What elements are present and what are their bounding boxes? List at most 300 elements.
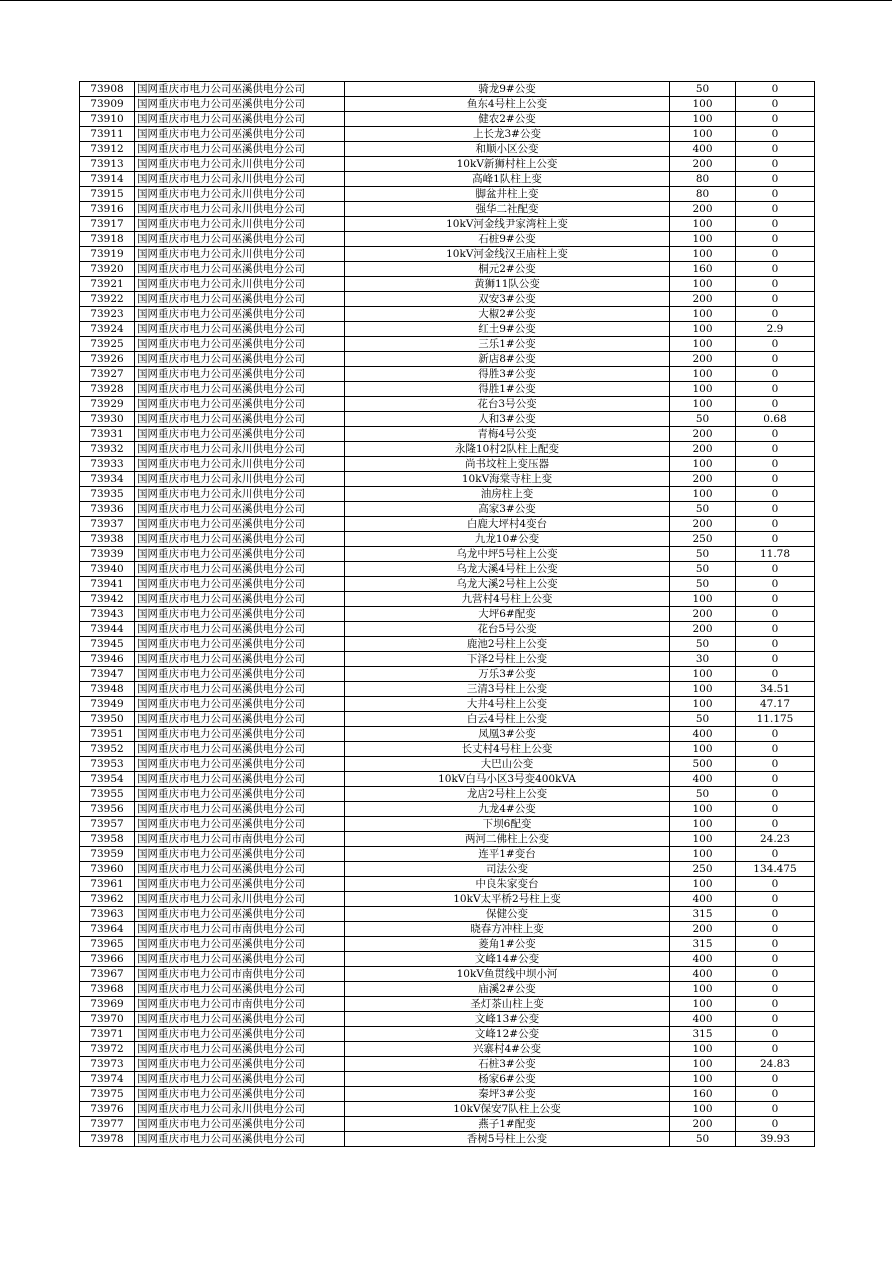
- value-cell: 0: [736, 727, 815, 742]
- value-cell: 0: [736, 1072, 815, 1087]
- value-cell: 0: [736, 247, 815, 262]
- table-row: [80, 322, 815, 337]
- company-cell: 国网重庆市电力公司巫溪供电分公司: [135, 952, 345, 967]
- company-cell: 国网重庆市电力公司巫溪供电分公司: [135, 1132, 345, 1147]
- company-cell: 国网重庆市电力公司巫溪供电分公司: [135, 142, 345, 157]
- transformer-name-cell: 红土9#公变: [345, 322, 670, 337]
- capacity-cell: 50: [670, 787, 736, 802]
- row-id-cell: 73955: [80, 787, 135, 802]
- transformer-name-cell: 石桩3#公变: [345, 1057, 670, 1072]
- transformer-name-cell: 乌龙大溪4号柱上公变: [345, 562, 670, 577]
- row-id-cell: 73964: [80, 922, 135, 937]
- value-cell: 0: [736, 562, 815, 577]
- capacity-cell: 100: [670, 1057, 736, 1072]
- transformer-name-cell: 三乐1#公变: [345, 337, 670, 352]
- transformer-name-cell: 10kV新狮村柱上公变: [345, 157, 670, 172]
- transformer-name-cell: 圣灯茶山柱上变: [345, 997, 670, 1012]
- company-cell: 国网重庆市电力公司巫溪供电分公司: [135, 622, 345, 637]
- row-id-cell: 73930: [80, 412, 135, 427]
- row-id-cell: 73958: [80, 832, 135, 847]
- row-id-cell: 73937: [80, 517, 135, 532]
- transformer-name-cell: 10kV白马小区3号变400kVA: [345, 772, 670, 787]
- value-cell: 134.475: [736, 862, 815, 877]
- transformer-name-cell: 乌龙中坪5号柱上公变: [345, 547, 670, 562]
- capacity-cell: 200: [670, 517, 736, 532]
- table-row: [80, 682, 815, 697]
- table-row: [80, 1102, 815, 1117]
- capacity-cell: 100: [670, 697, 736, 712]
- transformer-name-cell: 上长龙3#公变: [345, 127, 670, 142]
- company-cell: 国网重庆市电力公司巫溪供电分公司: [135, 937, 345, 952]
- company-cell: 国网重庆市电力公司巫溪供电分公司: [135, 787, 345, 802]
- company-cell: 国网重庆市电力公司巫溪供电分公司: [135, 412, 345, 427]
- company-cell: 国网重庆市电力公司巫溪供电分公司: [135, 817, 345, 832]
- row-id-cell: 73947: [80, 667, 135, 682]
- capacity-cell: 100: [670, 997, 736, 1012]
- capacity-cell: 100: [670, 877, 736, 892]
- row-id-cell: 73957: [80, 817, 135, 832]
- row-id-cell: 73959: [80, 847, 135, 862]
- value-cell: 0: [736, 97, 815, 112]
- table-row: [80, 502, 815, 517]
- table-row: [80, 1132, 815, 1147]
- capacity-cell: 100: [670, 1072, 736, 1087]
- row-id-cell: 73931: [80, 427, 135, 442]
- transformer-name-cell: 10kV太平桥2号柱上变: [345, 892, 670, 907]
- table-row: [80, 562, 815, 577]
- transformer-name-cell: 燕子1#配变: [345, 1117, 670, 1132]
- value-cell: 0: [736, 352, 815, 367]
- value-cell: 0: [736, 82, 815, 97]
- transformer-name-cell: 双安3#公变: [345, 292, 670, 307]
- table-row: [80, 1087, 815, 1102]
- company-cell: 国网重庆市电力公司巫溪供电分公司: [135, 1117, 345, 1132]
- transformer-name-cell: 10kV保安7队柱上公变: [345, 1102, 670, 1117]
- company-cell: 国网重庆市电力公司巫溪供电分公司: [135, 367, 345, 382]
- value-cell: 0: [736, 937, 815, 952]
- transformer-name-cell: 保健公变: [345, 907, 670, 922]
- table-row: [80, 472, 815, 487]
- row-id-cell: 73923: [80, 307, 135, 322]
- row-id-cell: 73969: [80, 997, 135, 1012]
- capacity-cell: 50: [670, 547, 736, 562]
- transformer-name-cell: 新店8#公变: [345, 352, 670, 367]
- row-id-cell: 73951: [80, 727, 135, 742]
- capacity-cell: 500: [670, 757, 736, 772]
- row-id-cell: 73962: [80, 892, 135, 907]
- row-id-cell: 73924: [80, 322, 135, 337]
- row-id-cell: 73965: [80, 937, 135, 952]
- table-row: [80, 577, 815, 592]
- table-row: [80, 412, 815, 427]
- company-cell: 国网重庆市电力公司巫溪供电分公司: [135, 337, 345, 352]
- value-cell: 0: [736, 922, 815, 937]
- transformer-name-cell: 永隆10村2队柱上配变: [345, 442, 670, 457]
- capacity-cell: 200: [670, 202, 736, 217]
- table-row: [80, 517, 815, 532]
- capacity-cell: 50: [670, 502, 736, 517]
- value-cell: 0: [736, 337, 815, 352]
- transformer-name-cell: 青梅4号公变: [345, 427, 670, 442]
- value-cell: 0: [736, 277, 815, 292]
- row-id-cell: 73967: [80, 967, 135, 982]
- capacity-cell: 50: [670, 577, 736, 592]
- company-cell: 国网重庆市电力公司巫溪供电分公司: [135, 352, 345, 367]
- value-cell: 0: [736, 1042, 815, 1057]
- capacity-cell: 100: [670, 397, 736, 412]
- value-cell: 0: [736, 292, 815, 307]
- company-cell: 国网重庆市电力公司巫溪供电分公司: [135, 652, 345, 667]
- transformer-name-cell: 大坪6#配变: [345, 607, 670, 622]
- table-row: [80, 247, 815, 262]
- row-id-cell: 73941: [80, 577, 135, 592]
- transformer-name-cell: 秦坪3#公变: [345, 1087, 670, 1102]
- page-top-rule: [0, 0, 892, 1]
- capacity-cell: 50: [670, 412, 736, 427]
- table-row: [80, 187, 815, 202]
- table-row: [80, 337, 815, 352]
- company-cell: 国网重庆市电力公司巫溪供电分公司: [135, 82, 345, 97]
- capacity-cell: 100: [670, 742, 736, 757]
- transformer-name-cell: 中良朱家变台: [345, 877, 670, 892]
- value-cell: 0: [736, 772, 815, 787]
- value-cell: 0: [736, 757, 815, 772]
- row-id-cell: 73927: [80, 367, 135, 382]
- transformer-name-cell: 高峰1队柱上变: [345, 172, 670, 187]
- table-row: [80, 457, 815, 472]
- row-id-cell: 73926: [80, 352, 135, 367]
- row-id-cell: 73918: [80, 232, 135, 247]
- table-body: [80, 82, 815, 1147]
- table-row: [80, 772, 815, 787]
- transformer-name-cell: 大巴山公变: [345, 757, 670, 772]
- row-id-cell: 73928: [80, 382, 135, 397]
- capacity-cell: 200: [670, 157, 736, 172]
- capacity-cell: 100: [670, 592, 736, 607]
- row-id-cell: 73948: [80, 682, 135, 697]
- row-id-cell: 73945: [80, 637, 135, 652]
- company-cell: 国网重庆市电力公司巫溪供电分公司: [135, 517, 345, 532]
- value-cell: 0: [736, 907, 815, 922]
- company-cell: 国网重庆市电力公司巫溪供电分公司: [135, 1012, 345, 1027]
- company-cell: 国网重庆市电力公司巫溪供电分公司: [135, 727, 345, 742]
- row-id-cell: 73916: [80, 202, 135, 217]
- row-id-cell: 73954: [80, 772, 135, 787]
- table-row: [80, 382, 815, 397]
- row-id-cell: 73944: [80, 622, 135, 637]
- row-id-cell: 73933: [80, 457, 135, 472]
- capacity-cell: 315: [670, 1027, 736, 1042]
- table-row: [80, 487, 815, 502]
- row-id-cell: 73978: [80, 1132, 135, 1147]
- table-row: [80, 157, 815, 172]
- value-cell: 0: [736, 877, 815, 892]
- row-id-cell: 73971: [80, 1027, 135, 1042]
- row-id-cell: 73952: [80, 742, 135, 757]
- company-cell: 国网重庆市电力公司永川供电分公司: [135, 277, 345, 292]
- capacity-cell: 160: [670, 262, 736, 277]
- capacity-cell: 100: [670, 802, 736, 817]
- capacity-cell: 100: [670, 322, 736, 337]
- transformer-name-cell: 强华二社配变: [345, 202, 670, 217]
- transformer-name-cell: 九龙10#公变: [345, 532, 670, 547]
- capacity-cell: 50: [670, 637, 736, 652]
- row-id-cell: 73910: [80, 112, 135, 127]
- row-id-cell: 73968: [80, 982, 135, 997]
- capacity-cell: 100: [670, 667, 736, 682]
- company-cell: 国网重庆市电力公司巫溪供电分公司: [135, 1027, 345, 1042]
- value-cell: 0: [736, 397, 815, 412]
- table-row: [80, 307, 815, 322]
- value-cell: 24.23: [736, 832, 815, 847]
- table-row: [80, 967, 815, 982]
- transformer-name-cell: 司法公变: [345, 862, 670, 877]
- row-id-cell: 73946: [80, 652, 135, 667]
- capacity-cell: 400: [670, 142, 736, 157]
- row-id-cell: 73949: [80, 697, 135, 712]
- capacity-cell: 160: [670, 1087, 736, 1102]
- transformer-name-cell: 文峰12#公变: [345, 1027, 670, 1042]
- capacity-cell: 100: [670, 217, 736, 232]
- capacity-cell: 315: [670, 907, 736, 922]
- table-row: [80, 982, 815, 997]
- value-cell: 0: [736, 502, 815, 517]
- company-cell: 国网重庆市电力公司巫溪供电分公司: [135, 1072, 345, 1087]
- value-cell: 0: [736, 1027, 815, 1042]
- capacity-cell: 100: [670, 487, 736, 502]
- value-cell: 0: [736, 1117, 815, 1132]
- transformer-table: [79, 81, 815, 1147]
- table-row: [80, 547, 815, 562]
- company-cell: 国网重庆市电力公司巫溪供电分公司: [135, 592, 345, 607]
- row-id-cell: 73940: [80, 562, 135, 577]
- transformer-name-cell: 脚盆井柱上变: [345, 187, 670, 202]
- transformer-name-cell: 10kV河金线尹家湾柱上变: [345, 217, 670, 232]
- table-row: [80, 1117, 815, 1132]
- table-row: [80, 202, 815, 217]
- capacity-cell: 400: [670, 772, 736, 787]
- row-id-cell: 73915: [80, 187, 135, 202]
- table-row: [80, 142, 815, 157]
- row-id-cell: 73929: [80, 397, 135, 412]
- capacity-cell: 100: [670, 277, 736, 292]
- value-cell: 0: [736, 172, 815, 187]
- capacity-cell: 200: [670, 292, 736, 307]
- transformer-name-cell: 石桩9#公变: [345, 232, 670, 247]
- row-id-cell: 73960: [80, 862, 135, 877]
- company-cell: 国网重庆市电力公司巫溪供电分公司: [135, 712, 345, 727]
- transformer-name-cell: 高家3#公变: [345, 502, 670, 517]
- transformer-name-cell: 文峰14#公变: [345, 952, 670, 967]
- transformer-name-cell: 菱角1#公变: [345, 937, 670, 952]
- row-id-cell: 73977: [80, 1117, 135, 1132]
- table-row: [80, 742, 815, 757]
- capacity-cell: 80: [670, 187, 736, 202]
- company-cell: 国网重庆市电力公司巫溪供电分公司: [135, 577, 345, 592]
- table-row: [80, 532, 815, 547]
- transformer-name-cell: 下泽2号柱上公变: [345, 652, 670, 667]
- value-cell: 0: [736, 217, 815, 232]
- row-id-cell: 73943: [80, 607, 135, 622]
- table-row: [80, 847, 815, 862]
- row-id-cell: 73913: [80, 157, 135, 172]
- company-cell: 国网重庆市电力公司巫溪供电分公司: [135, 1087, 345, 1102]
- transformer-name-cell: 连平1#变台: [345, 847, 670, 862]
- company-cell: 国网重庆市电力公司巫溪供电分公司: [135, 847, 345, 862]
- value-cell: 11.175: [736, 712, 815, 727]
- company-cell: 国网重庆市电力公司永川供电分公司: [135, 892, 345, 907]
- company-cell: 国网重庆市电力公司巫溪供电分公司: [135, 1057, 345, 1072]
- transformer-name-cell: 万乐3#公变: [345, 667, 670, 682]
- capacity-cell: 100: [670, 1102, 736, 1117]
- company-cell: 国网重庆市电力公司永川供电分公司: [135, 217, 345, 232]
- row-id-cell: 73950: [80, 712, 135, 727]
- row-id-cell: 73934: [80, 472, 135, 487]
- value-cell: 0: [736, 187, 815, 202]
- table-row: [80, 832, 815, 847]
- company-cell: 国网重庆市电力公司市南供电分公司: [135, 832, 345, 847]
- table-row: [80, 112, 815, 127]
- transformer-name-cell: 白鹿大坪村4变台: [345, 517, 670, 532]
- capacity-cell: 100: [670, 457, 736, 472]
- transformer-name-cell: 人和3#公变: [345, 412, 670, 427]
- row-id-cell: 73938: [80, 532, 135, 547]
- row-id-cell: 73935: [80, 487, 135, 502]
- row-id-cell: 73972: [80, 1042, 135, 1057]
- value-cell: 0: [736, 382, 815, 397]
- value-cell: 0: [736, 997, 815, 1012]
- table-row: [80, 952, 815, 967]
- capacity-cell: 400: [670, 1012, 736, 1027]
- transformer-name-cell: 10kV海棠寺柱上变: [345, 472, 670, 487]
- table-row: [80, 922, 815, 937]
- capacity-cell: 100: [670, 1042, 736, 1057]
- table-row: [80, 817, 815, 832]
- table-row: [80, 82, 815, 97]
- row-id-cell: 73920: [80, 262, 135, 277]
- company-cell: 国网重庆市电力公司市南供电分公司: [135, 922, 345, 937]
- table-row: [80, 1057, 815, 1072]
- transformer-name-cell: 文峰13#公变: [345, 1012, 670, 1027]
- company-cell: 国网重庆市电力公司巫溪供电分公司: [135, 562, 345, 577]
- capacity-cell: 50: [670, 712, 736, 727]
- company-cell: 国网重庆市电力公司巫溪供电分公司: [135, 127, 345, 142]
- value-cell: 0: [736, 892, 815, 907]
- value-cell: 0: [736, 442, 815, 457]
- transformer-name-cell: 白云4号柱上公变: [345, 712, 670, 727]
- transformer-name-cell: 兴寨村4#公变: [345, 1042, 670, 1057]
- value-cell: 0.68: [736, 412, 815, 427]
- value-cell: 0: [736, 787, 815, 802]
- table-row: [80, 607, 815, 622]
- row-id-cell: 73909: [80, 97, 135, 112]
- row-id-cell: 73975: [80, 1087, 135, 1102]
- company-cell: 国网重庆市电力公司市南供电分公司: [135, 967, 345, 982]
- capacity-cell: 100: [670, 97, 736, 112]
- transformer-name-cell: 杨家6#公变: [345, 1072, 670, 1087]
- table-row: [80, 352, 815, 367]
- company-cell: 国网重庆市电力公司巫溪供电分公司: [135, 382, 345, 397]
- table-row: [80, 652, 815, 667]
- row-id-cell: 73908: [80, 82, 135, 97]
- value-cell: 0: [736, 652, 815, 667]
- capacity-cell: 200: [670, 352, 736, 367]
- company-cell: 国网重庆市电力公司巫溪供电分公司: [135, 757, 345, 772]
- transformer-name-cell: 庙溪2#公变: [345, 982, 670, 997]
- capacity-cell: 400: [670, 952, 736, 967]
- transformer-name-cell: 鹿池2号柱上公变: [345, 637, 670, 652]
- company-cell: 国网重庆市电力公司永川供电分公司: [135, 472, 345, 487]
- capacity-cell: 200: [670, 622, 736, 637]
- table-row: [80, 217, 815, 232]
- table-row: [80, 1042, 815, 1057]
- row-id-cell: 73961: [80, 877, 135, 892]
- value-cell: 47.17: [736, 697, 815, 712]
- table-row: [80, 892, 815, 907]
- row-id-cell: 73921: [80, 277, 135, 292]
- table-row: [80, 697, 815, 712]
- transformer-name-cell: 得胜1#公变: [345, 382, 670, 397]
- table-row: [80, 622, 815, 637]
- row-id-cell: 73919: [80, 247, 135, 262]
- row-id-cell: 73925: [80, 337, 135, 352]
- table-row: [80, 262, 815, 277]
- table-row: [80, 802, 815, 817]
- row-id-cell: 73973: [80, 1057, 135, 1072]
- company-cell: 国网重庆市电力公司市南供电分公司: [135, 997, 345, 1012]
- transformer-name-cell: 长丈村4号柱上公变: [345, 742, 670, 757]
- table-row: [80, 367, 815, 382]
- row-id-cell: 73912: [80, 142, 135, 157]
- capacity-cell: 50: [670, 82, 736, 97]
- company-cell: 国网重庆市电力公司巫溪供电分公司: [135, 697, 345, 712]
- value-cell: 0: [736, 967, 815, 982]
- company-cell: 国网重庆市电力公司巫溪供电分公司: [135, 532, 345, 547]
- transformer-name-cell: 10kV鱼贯线中坝小河: [345, 967, 670, 982]
- table-row: [80, 757, 815, 772]
- table-row: [80, 877, 815, 892]
- transformer-name-cell: 花台3号公变: [345, 397, 670, 412]
- table-row: [80, 787, 815, 802]
- company-cell: 国网重庆市电力公司巫溪供电分公司: [135, 802, 345, 817]
- value-cell: 0: [736, 637, 815, 652]
- company-cell: 国网重庆市电力公司巫溪供电分公司: [135, 232, 345, 247]
- transformer-name-cell: 晓春方冲柱上变: [345, 922, 670, 937]
- row-id-cell: 73917: [80, 217, 135, 232]
- value-cell: 0: [736, 517, 815, 532]
- row-id-cell: 73942: [80, 592, 135, 607]
- company-cell: 国网重庆市电力公司永川供电分公司: [135, 187, 345, 202]
- capacity-cell: 100: [670, 247, 736, 262]
- capacity-cell: 100: [670, 337, 736, 352]
- company-cell: 国网重庆市电力公司巫溪供电分公司: [135, 907, 345, 922]
- company-cell: 国网重庆市电力公司巫溪供电分公司: [135, 262, 345, 277]
- company-cell: 国网重庆市电力公司巫溪供电分公司: [135, 862, 345, 877]
- company-cell: 国网重庆市电力公司巫溪供电分公司: [135, 97, 345, 112]
- table-row: [80, 727, 815, 742]
- value-cell: 0: [736, 1087, 815, 1102]
- table-row: [80, 442, 815, 457]
- capacity-cell: 100: [670, 832, 736, 847]
- company-cell: 国网重庆市电力公司巫溪供电分公司: [135, 397, 345, 412]
- table-row: [80, 997, 815, 1012]
- table-row: [80, 397, 815, 412]
- transformer-name-cell: 油房柱上变: [345, 487, 670, 502]
- capacity-cell: 100: [670, 232, 736, 247]
- company-cell: 国网重庆市电力公司永川供电分公司: [135, 457, 345, 472]
- table-row: [80, 637, 815, 652]
- transformer-name-cell: 大井4号柱上公变: [345, 697, 670, 712]
